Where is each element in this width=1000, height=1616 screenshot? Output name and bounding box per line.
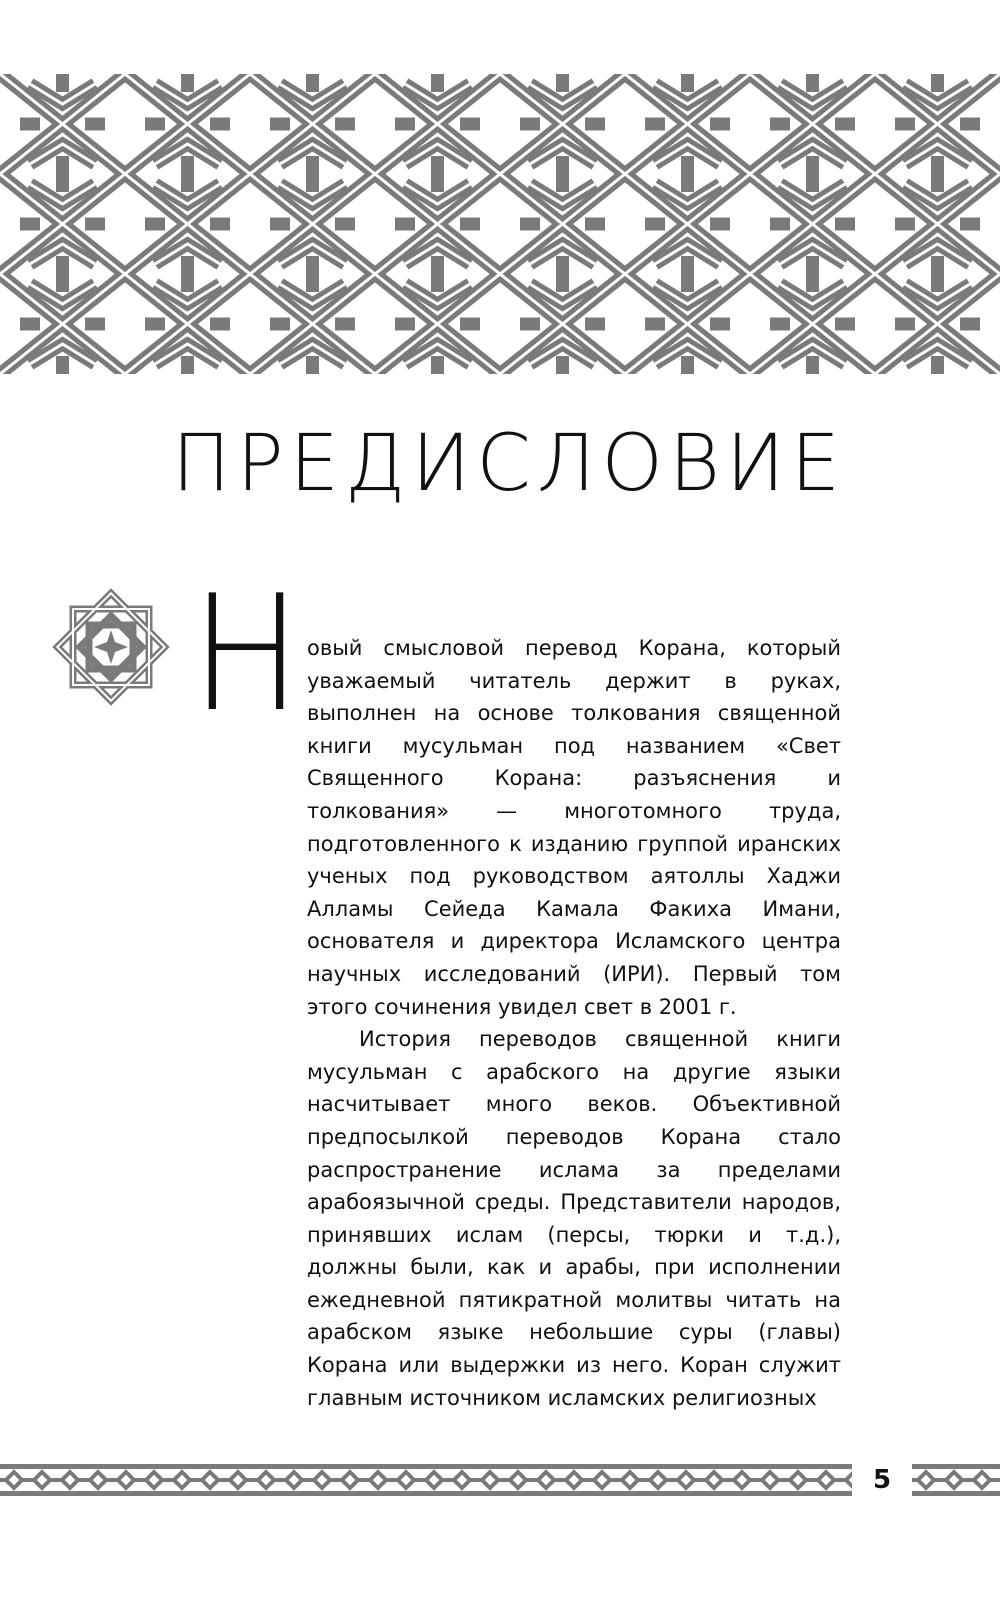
top-ornament-band xyxy=(0,74,1000,374)
star-ornament-icon xyxy=(44,580,178,714)
paragraph-2: История переводов священной книги мусульман с арабского на другие языки насчитывает много веков. Объективной предпосылкой переводов Корана стало распространение ислама за пределами арабоязычной среды. Представители народов, принявших ислам (персы, тюрки и т.д.), должны были, как и арабы, при исполнении ежедневной пятикратной молитвы читать на арабском языке небольшие суры (главы) Корана или выдержки из него. Коран служит главным источником исламских религиозных xyxy=(307,1027,841,1410)
bottom-border-right xyxy=(912,1460,1000,1500)
paragraph-1: овый смысловой перевод Корана, который уважаемый читатель держит в руках, выполнен на основе толкования священной книги мусульман под названием «Свет Священного Корана: разъяснения и толкования» — многотомного труда, подготовленного к изданию группой иранских ученых под руководством аятоллы Хаджи Алламы Сейеда Камала Факиха Имани, основателя и директора Исламского центра научных исследований (ИРИ). Первый том этого сочинения увидел свет в 2001 г. xyxy=(307,636,841,1019)
body-text xyxy=(307,632,841,1414)
drop-cap: Н xyxy=(190,560,302,747)
page-number: 5 xyxy=(872,1465,892,1495)
bottom-border-left xyxy=(0,1460,852,1500)
chapter-title: ПРЕДИСЛОВИЕ xyxy=(171,419,847,509)
